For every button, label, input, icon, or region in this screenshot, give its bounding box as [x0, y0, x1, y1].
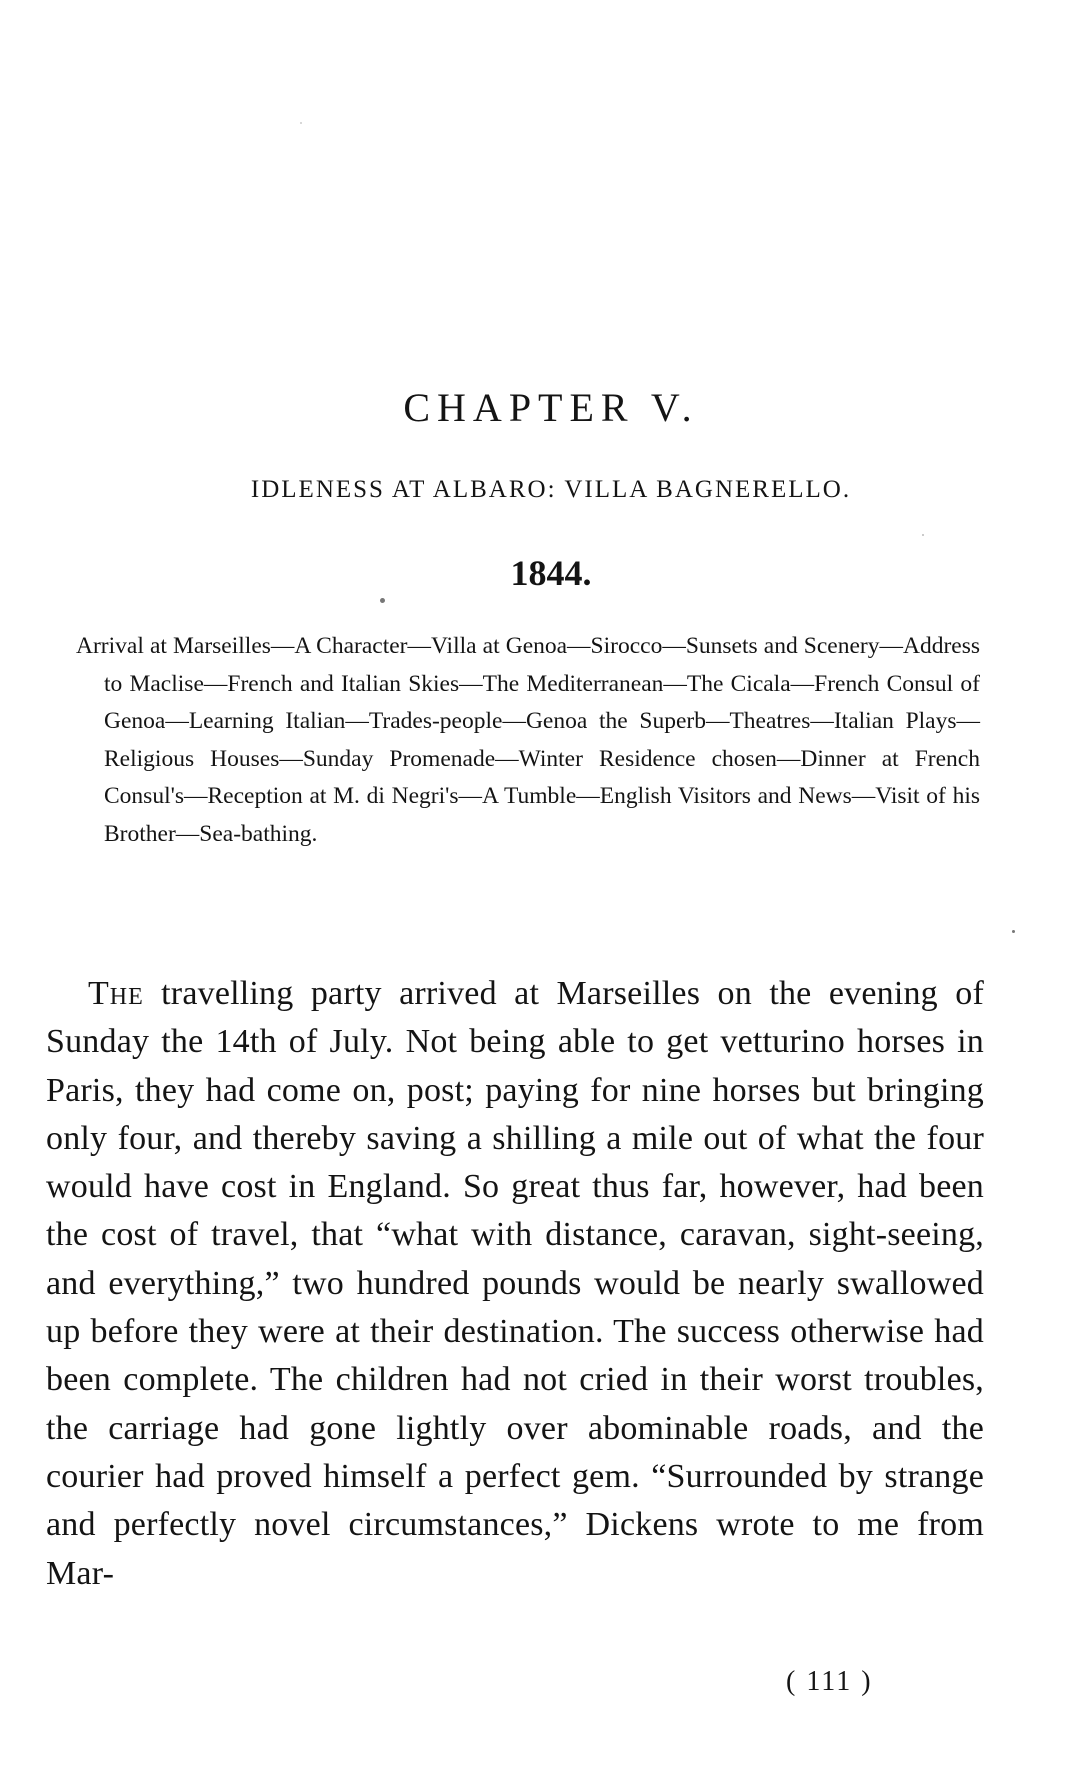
chapter-synopsis: Arrival at Marseilles—A Character—Villa at Genoa—Sirocco—Sunsets and Scenery—Address to Maclise—French and Italian Skies—The Mediterranean—The Cicala—French Consul of Genoa—Learning Italian—Trades-people—Genoa the Superb—Theatres—Italian Plays—Religious Houses—Sunday Promenade—Winter Residence chosen—Dinner at French Consul's—Reception at M. di Negri's—A Tumble—English Visitors and News—Visit of his Brother—Sea-bathing. [76, 633, 980, 847]
chapter-subtitle: IDLENESS AT ALBARO: VILLA BAGNERELLO. [250, 476, 852, 503]
chapter-title: CHAPTER V. [403, 385, 699, 430]
page-number: ( 111 ) [786, 1666, 873, 1697]
print-speck [922, 534, 924, 536]
print-speck [300, 122, 302, 124]
print-speck [380, 598, 385, 603]
lead-word: The [88, 975, 144, 1012]
print-speck [1012, 930, 1015, 933]
chapter-year: 1844. [510, 553, 592, 593]
body-paragraph [46, 970, 984, 1598]
body-text: travelling party arrived at Marseilles on the evening of Sunday the 14th of July. Not being able to get vetturino horses in Paris, they had come on, post; paying for nine horses but bringing only four, and thereby saving a shilling a mile out of what the four would have cost in England. So great thus far, however, had been the cost of travel, that “what with distance, caravan, sight-seeing, and everything,” two hundred pounds would be nearly swallowed up before they were at their destination. The success otherwise had been complete. The children had not cried in their worst troubles, the carriage had gone lightly over abominable roads, and the courier had proved himself a perfect gem. “Surrounded by strange and perfectly novel circumstances,” Dickens wrote to me from Mar- [46, 975, 984, 1592]
